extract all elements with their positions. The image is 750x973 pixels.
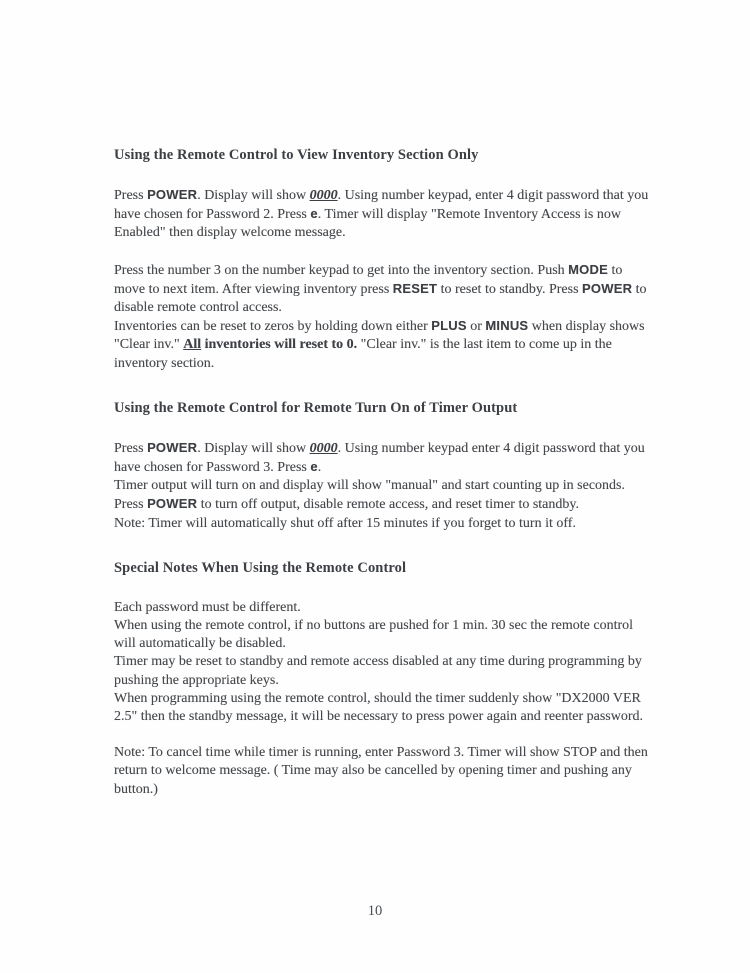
remote-key-label: PLUS (431, 318, 467, 334)
text-segment: . (317, 460, 322, 476)
text-segment: "Clear inv." is the last item to come up in the inventory section. (114, 337, 612, 371)
text-segment: When using the remote control, if no buttons are pushed for 1 min. 30 sec the remote control will automatically be disabled. (114, 618, 634, 652)
text-segment: Press (114, 188, 148, 203)
text-segment: to turn off output, disable remote access, and reset timer to standby. (197, 497, 579, 513)
display-value: 0000 (309, 440, 338, 456)
remote-key-label: e (310, 459, 318, 475)
text-segment: . Display will show (197, 188, 310, 203)
section-heading: Special Notes When Using the Remote Control (114, 559, 407, 576)
text-segment: . Timer will display "Remote Inventory Access is now Enabled" then display welcome message. (114, 207, 621, 241)
emphasis-underline-text: All (183, 337, 202, 353)
text-segment: or (466, 319, 486, 335)
paragraph (114, 617, 651, 653)
text-segment: to move to next item. After viewing inventory press (114, 262, 623, 297)
remote-key-label: POWER (147, 439, 198, 455)
text-segment: Each password must be different. (114, 599, 301, 615)
page-number: 10 (367, 903, 383, 919)
display-value: 0000 (309, 188, 338, 203)
paragraph (114, 261, 651, 318)
emphasis-text: inventories will reset to 0. (201, 337, 358, 353)
text-segment: Inventories can be reset to zeros by holding down either (114, 319, 432, 335)
text-segment: Note: To cancel time while timer is running, enter Password 3. Timer will show STOP and then return to welcome message. ( Time may also be cancelled by opening timer and pushing any button.) (114, 745, 648, 797)
remote-key-label: MODE (568, 261, 608, 277)
text-segment: . Display will show (197, 440, 310, 456)
remote-key-label: POWER (147, 187, 198, 202)
paragraph (114, 186, 651, 243)
paragraph (114, 317, 651, 373)
text-segment: When programming using the remote control, should the timer suddenly show "DX2000 VER 2.5" then the standby message, it will be necessary to press power again and reenter password. (114, 690, 644, 725)
paragraph (114, 690, 651, 726)
paragraph (114, 599, 651, 617)
paragraph (114, 477, 651, 514)
text-segment: Note: Timer will automatically shut off after 15 minutes if you forget to turn it off. (114, 515, 576, 531)
section-heading: Using the Remote Control for Remote Turn On of Timer Output (114, 399, 518, 416)
remote-key-label: RESET (392, 280, 438, 296)
paragraph (114, 439, 651, 477)
text-segment: Press the number 3 on the number keypad to get into the inventory section. Push (114, 262, 569, 278)
text-segment: Timer may be reset to standby and remote access disabled at any time during programming by pushing the appropriate keys. (114, 654, 642, 688)
paragraph (114, 744, 651, 799)
text-segment: when display shows "Clear inv." (114, 319, 645, 353)
text-segment: to disable remote control access. (114, 281, 647, 316)
paragraph (114, 515, 651, 533)
paragraph (114, 653, 651, 689)
text-segment: . Using number keypad enter 4 digit password that you have chosen for Password 3. Press (114, 440, 645, 476)
document-content (114, 146, 651, 799)
remote-key-label: MINUS (485, 318, 529, 334)
text-segment: Press (114, 440, 148, 456)
remote-key-label: POWER (147, 496, 198, 512)
text-segment: to reset to standby. Press (437, 281, 583, 297)
remote-key-label: POWER (582, 280, 633, 296)
text-segment: Timer output will turn on and display will show "manual" and start counting up in seconds. Press (114, 478, 625, 513)
text-segment: . Using number keypad, enter 4 digit password that you have chosen for Password 2. Press (114, 188, 649, 223)
section-heading: Using the Remote Control to View Inventory Section Only (114, 147, 479, 163)
remote-key-label: e (310, 206, 318, 222)
